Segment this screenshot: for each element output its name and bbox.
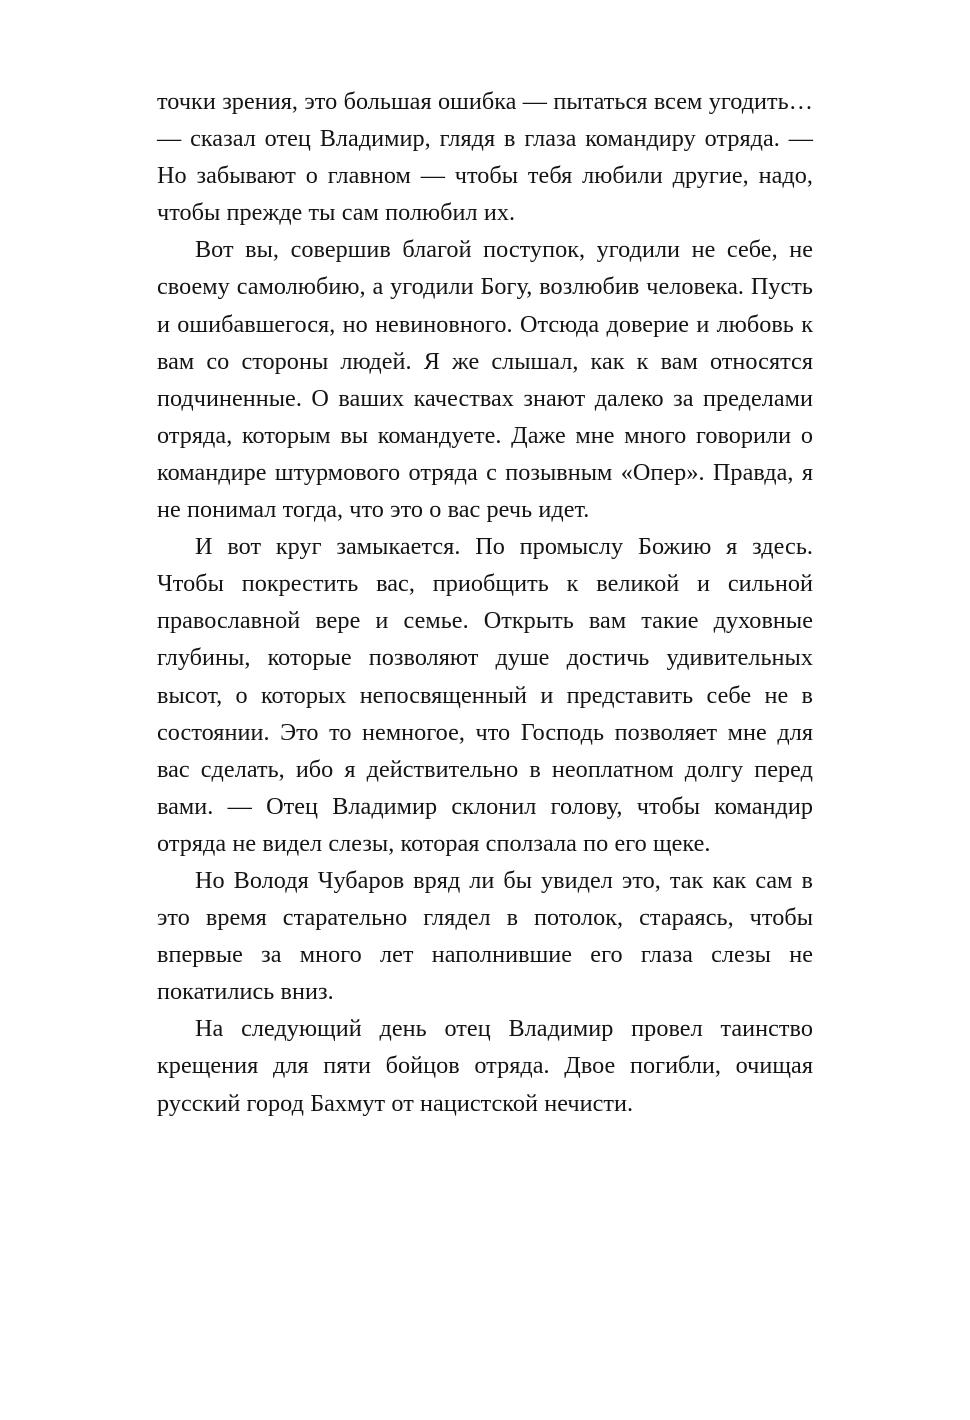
paragraph-2: Вот вы, совершив благой поступок, угодили не себе, не своему самолюбию, а угодили Богу, возлюбив человека. Пусть и ошибавшегося, но невиновного. Отсюда доверие и любовь к вам со стороны людей. Я же слышал, как к вам относятся подчиненные. О ваших качествах знают далеко за пределами отряда, которым вы командуете. Даже мне много говорили о командире штурмового отряда с позывным «Опер». Правда, я не понимал тогда, что это о вас речь идет. (157, 236, 813, 524)
paragraph-1: точки зрения, это большая ошибка — пытаться всем угодить… — сказал отец Владимир, глядя в глаза командиру отряда. — Но забывают о главном — чтобы тебя любили другие, надо, чтобы прежде ты сам полюбил их. (157, 88, 813, 227)
page-text-block (157, 83, 813, 1122)
paragraph-5: На следующий день отец Владимир провел таинство крещения для пяти бойцов отряда. Двое погибли, очищая русский город Бахмут от нацистской нечисти. (157, 1015, 813, 1117)
paragraph-4: Но Володя Чубаров вряд ли бы увидел это, так как сам в это время старательно глядел в потолок, стараясь, чтобы впервые за много лет наполнившие его глаза слезы не покатились вниз. (157, 866, 813, 1006)
paragraph-3: И вот круг замыкается. По промыслу Божию я здесь. Чтобы покрестить вас, приобщить к великой и сильной православной вере и семье. Открыть вам такие духовные глубины, которые позволяют душе достичь удивительных высот, о которых непосвященный и представить себе не в состоянии. Это то немногое, что Господь позволяет мне для вас сделать, ибо я действительно в неоплатном долгу перед вами. — Отец Владимир склонил голову, чтобы командир отряда не видел слезы, которая сползала по его щеке. (157, 533, 813, 857)
